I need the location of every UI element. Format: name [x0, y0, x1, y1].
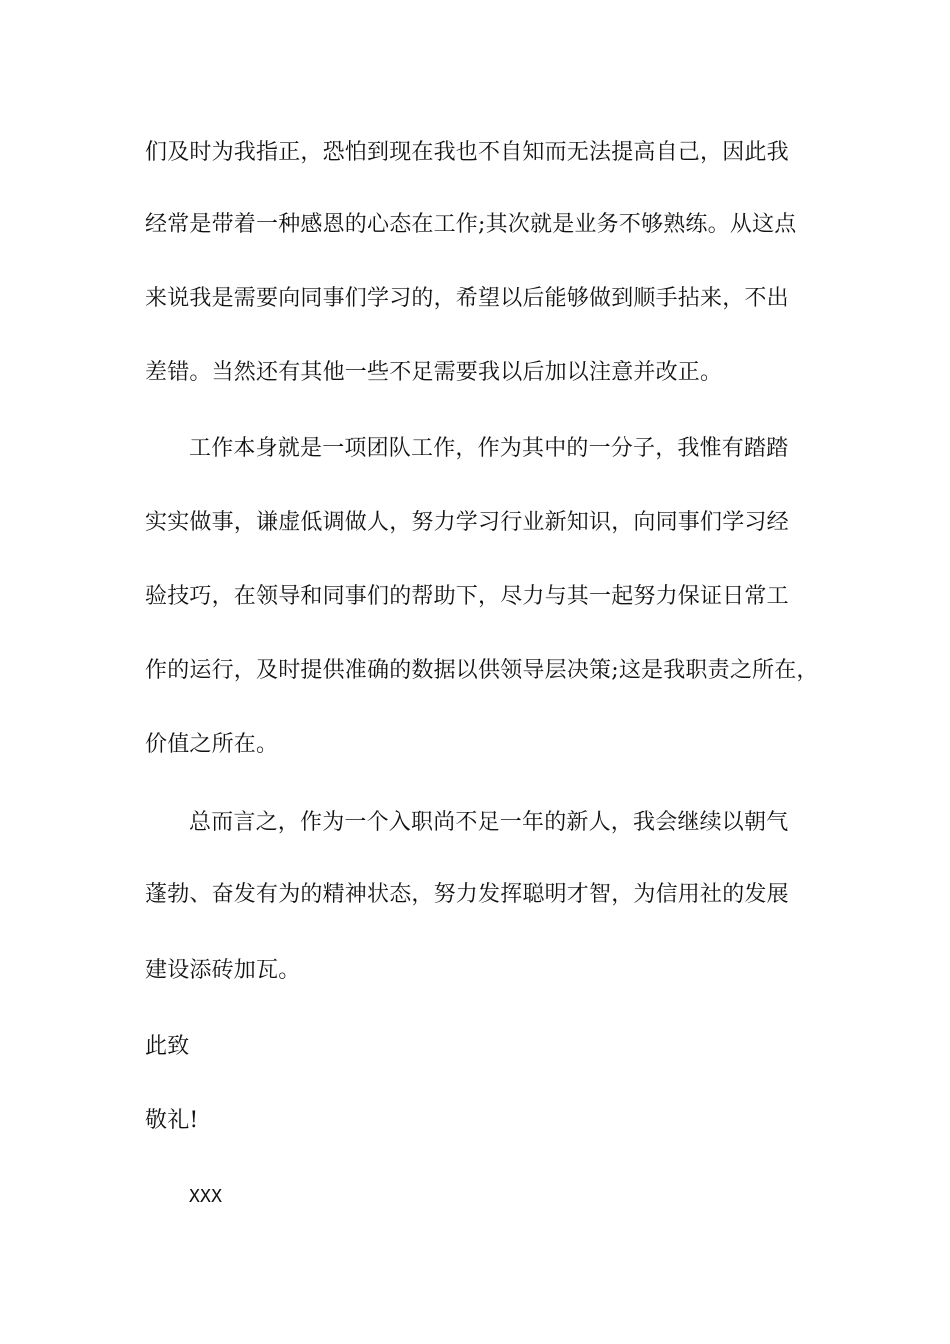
text-line-9: 价值之所在。: [145, 732, 279, 757]
text-line-12: 建设添砖加瓦。: [145, 958, 301, 983]
text-line-7: 验技巧，在领导和同事们的帮助下，尽力与其一起努力保证日常工: [145, 584, 789, 609]
closing-regards: 敬礼!: [145, 1108, 199, 1133]
text-line-2: 经常是带着一种感恩的心态在工作;其次就是业务不够熟练。从这点: [145, 212, 797, 237]
text-line-6: 实实做事，谦虚低调做人，努力学习行业新知识，向同事们学习经: [145, 510, 789, 535]
text-line-10: 总而言之，作为一个入职尚不足一年的新人，我会继续以朝气: [189, 810, 789, 835]
signature: XXX: [189, 1186, 223, 1207]
text-line-5: 工作本身就是一项团队工作，作为其中的一分子，我惟有踏踏: [189, 436, 789, 461]
text-line-11: 蓬勃、奋发有为的精神状态，努力发挥聪明才智，为信用社的发展: [145, 882, 789, 907]
text-line-8: 作的运行，及时提供准确的数据以供领导层决策;这是我职责之所在，: [145, 658, 819, 683]
text-line-4: 差错。当然还有其他一些不足需要我以后加以注意并改正。: [145, 360, 723, 385]
text-line-1: 们及时为我指正，恐怕到现在我也不自知而无法提高自己，因此我: [145, 140, 789, 165]
text-line-3: 来说我是需要向同事们学习的，希望以后能够做到顺手拈来，不出: [145, 286, 789, 311]
closing-salutation: 此致: [145, 1034, 190, 1059]
